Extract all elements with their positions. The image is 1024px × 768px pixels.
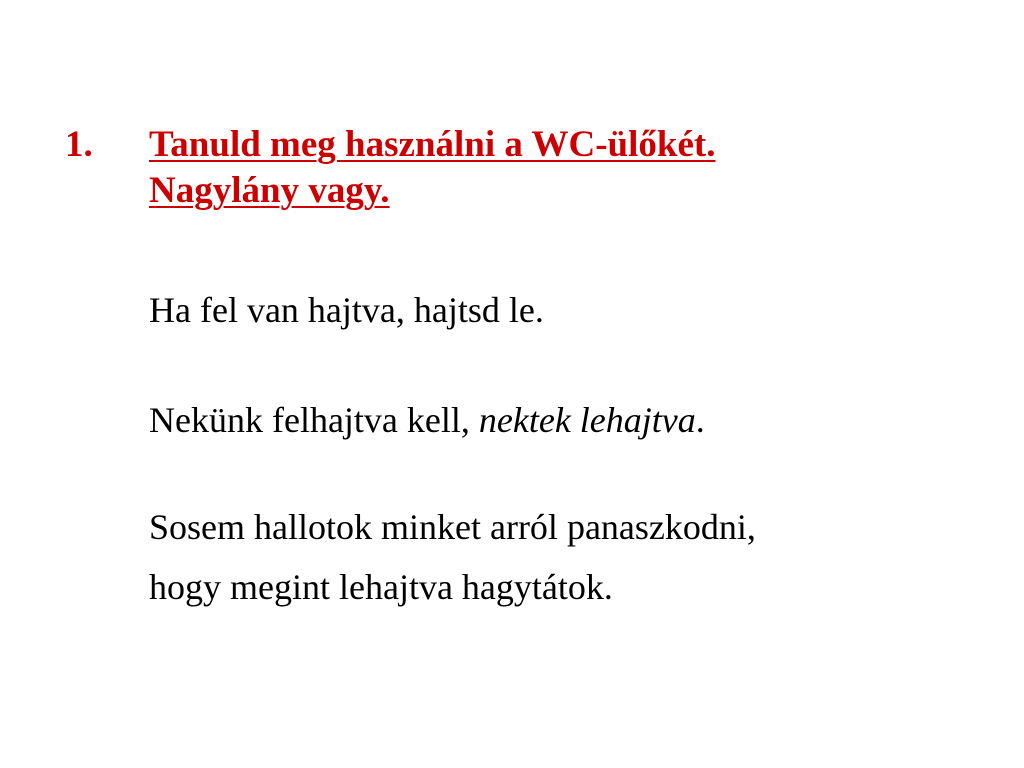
title-line-1: Tanuld meg használni a WC-ülőkét. [149, 124, 716, 165]
paragraph-never-complain [149, 497, 989, 617]
paragraph-flip-down: Ha fel van hajtva, hajtsd le. [149, 290, 544, 330]
paragraph-never-complain-line-1: Sosem hallotok minket arról panaszkodni, [149, 507, 756, 547]
paragraph-us-vs-you [149, 390, 989, 450]
title-line-2: Nagylány vagy. [149, 170, 390, 211]
paragraph-never-complain-line-2: hogy megint lehajtva hagytátok. [149, 567, 613, 607]
list-item-title [149, 122, 969, 214]
list-item-number: 1. [65, 124, 93, 165]
paragraph-us-vs-you-end: . [695, 400, 705, 440]
paragraph-us-vs-you-text: Nekünk felhajtva kell, [149, 400, 479, 440]
paragraph-us-vs-you-italic: nektek lehajtva [478, 400, 696, 440]
